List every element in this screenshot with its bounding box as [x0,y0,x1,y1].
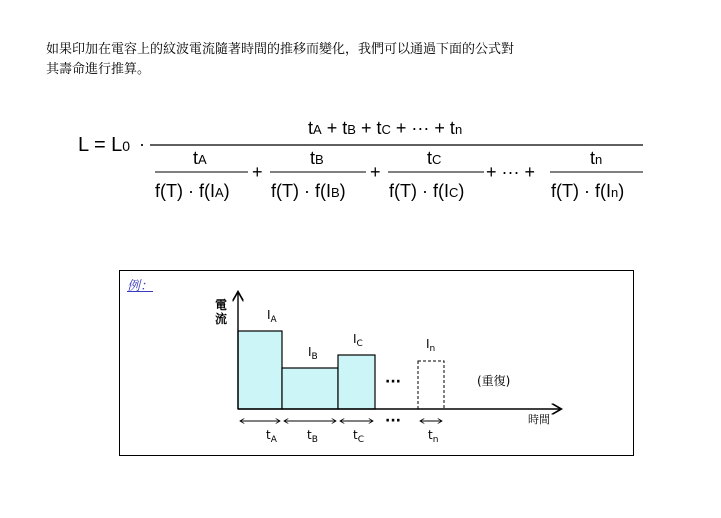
intro-line-2: 其壽命進行推算。 [46,62,151,77]
denominator-term-n [550,148,643,201]
label-ta: $t_A$ [266,428,277,445]
life-formula [0,108,721,208]
repeat-label: (重復) [477,374,511,388]
svg-text:tA: tA [193,148,207,168]
denominator-term-a [155,148,248,201]
intro-line-1: 如果印加在電容上的紋波電流隨著時間的推移而變化，我們可以通過下面的公式對 [46,42,515,57]
plus-2: + [370,162,381,182]
plus-dots: + ··· + [486,162,536,182]
example-box [119,270,634,456]
label-tc: $t_C$ [353,428,365,445]
y-axis-label-1: 電 [215,298,228,312]
bar-n [418,361,444,409]
svg-text:f(T) · f(IA): f(T) · f(IA) [155,181,230,201]
svg-text:tC: tC [427,148,442,168]
example-label: 例： [127,278,154,293]
formula-dot: · [139,134,145,154]
svg-text:f(T) · f(In): f(T) · f(In) [551,181,625,201]
x-axis-label: 時間 [528,413,550,426]
svg-text:tn: tn [590,148,603,168]
formula-numerator: tA + tB + tC + ··· + tn [308,118,463,138]
bar-c [338,355,375,409]
label-tn: $t_n$ [428,428,439,445]
label-ib: $I_B$ [308,345,318,362]
plus-1: + [252,162,263,182]
ellipsis-upper: ··· [385,374,401,390]
label-tb: $t_B$ [307,428,318,445]
label-ic: $I_C$ [353,332,363,349]
ellipsis-lower: ··· [385,413,401,429]
denominator-term-c [388,148,484,201]
bar-b [282,368,338,409]
svg-text:tB: tB [310,148,324,168]
svg-text:f(T) · f(IC): f(T) · f(IC) [389,181,465,201]
svg-text:f(T) · f(IB): f(T) · f(IB) [271,181,346,201]
intro-text [46,40,646,80]
y-axis-label-2: 流 [215,312,228,326]
label-in: $I_n$ [426,337,436,354]
formula-lhs: L = L0 [78,134,131,156]
label-ia: $I_A$ [267,308,277,325]
denominator-term-b [270,148,366,201]
bar-a [238,331,282,409]
